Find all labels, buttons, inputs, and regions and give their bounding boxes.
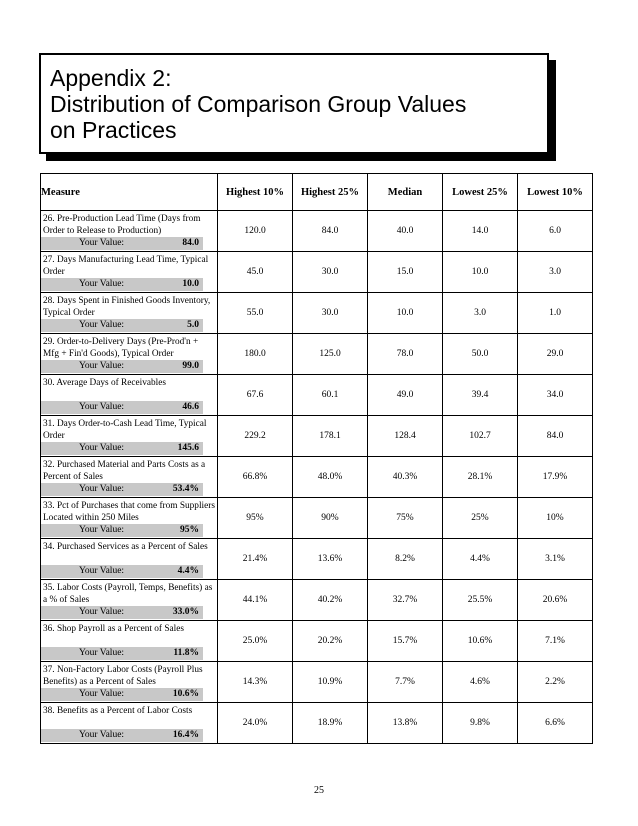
measure-cell [41, 334, 218, 375]
value-cell-h10: 25.0% [218, 621, 293, 662]
value-cell-h25: 30.0 [293, 252, 368, 293]
your-value: 99.0 [182, 361, 199, 371]
table-row [41, 252, 593, 293]
table-row [41, 334, 593, 375]
page-title [50, 65, 466, 143]
measure-label: 27. Days Manufacturing Lead Time, Typical Order [43, 255, 209, 277]
value-cell-median: 15.7% [368, 621, 443, 662]
measure-label: 35. Labor Costs (Payroll, Temps, Benefits) as a % of Sales [43, 583, 213, 605]
measure-label: 34. Purchased Services as a Percent of Sales [43, 542, 208, 552]
table-row [41, 621, 593, 662]
value-cell-median: 128.4 [368, 416, 443, 457]
table-row [41, 703, 593, 744]
your-value-label: Your Value: [79, 238, 125, 248]
value-cell-h10: 55.0 [218, 293, 293, 334]
your-value: 53.4% [172, 484, 199, 494]
value-cell-l25: 50.0 [443, 334, 518, 375]
col-header-measure: Measure [41, 174, 218, 211]
value-cell-l25: 25.5% [443, 580, 518, 621]
value-cell-h25: 10.9% [293, 662, 368, 703]
your-value: 84.0 [182, 238, 199, 248]
value-cell-median: 49.0 [368, 375, 443, 416]
value-cell-l25: 39.4 [443, 375, 518, 416]
your-value-label: Your Value: [79, 730, 125, 740]
col-header-lowest-10: Lowest 10% [518, 174, 593, 211]
value-cell-l25: 25% [443, 498, 518, 539]
col-header-highest-10: Highest 10% [218, 174, 293, 211]
measure-label: 38. Benefits as a Percent of Labor Costs [43, 706, 193, 716]
value-cell-h10: 14.3% [218, 662, 293, 703]
your-value-label: Your Value: [79, 689, 125, 699]
comparison-table [40, 173, 593, 744]
value-cell-l10: 17.9% [518, 457, 593, 498]
value-cell-l10: 84.0 [518, 416, 593, 457]
measure-label: 30. Average Days of Receivables [43, 378, 166, 388]
value-cell-l10: 6.6% [518, 703, 593, 744]
table-row [41, 293, 593, 334]
measure-cell [41, 539, 218, 580]
your-value: 145.6 [177, 443, 199, 453]
value-cell-h25: 178.1 [293, 416, 368, 457]
your-value-label: Your Value: [79, 566, 125, 576]
your-value-label: Your Value: [79, 484, 125, 494]
measure-cell [41, 416, 218, 457]
your-value: 10.0 [182, 279, 199, 289]
measure-label: 31. Days Order-to-Cash Lead Time, Typical Order [43, 419, 207, 441]
measure-label: 32. Purchased Material and Parts Costs as a Percent of Sales [43, 460, 206, 482]
table-row [41, 662, 593, 703]
measure-label: 33. Pct of Purchases that come from Suppliers Located within 250 Miles [43, 501, 215, 523]
col-header-median: Median [368, 174, 443, 211]
your-value: 33.0% [172, 607, 199, 617]
value-cell-median: 15.0 [368, 252, 443, 293]
your-value-label: Your Value: [79, 607, 125, 617]
measure-cell [41, 498, 218, 539]
value-cell-h10: 229.2 [218, 416, 293, 457]
value-cell-h25: 60.1 [293, 375, 368, 416]
header-row [41, 174, 593, 211]
value-cell-median: 40.0 [368, 211, 443, 252]
table-row [41, 457, 593, 498]
value-cell-h25: 125.0 [293, 334, 368, 375]
value-cell-l25: 14.0 [443, 211, 518, 252]
your-value-bar [41, 442, 203, 455]
value-cell-median: 32.7% [368, 580, 443, 621]
title-line-2: Distribution of Comparison Group Values [50, 91, 467, 117]
table-row [41, 498, 593, 539]
measure-cell [41, 621, 218, 662]
your-value-bar [41, 278, 203, 291]
value-cell-l25: 10.0 [443, 252, 518, 293]
your-value-bar [41, 729, 203, 742]
measure-label: 29. Order-to-Delivery Days (Pre-Prod'n + Mfg + Fin'd Goods), Typical Order [43, 337, 199, 359]
your-value-bar [41, 606, 203, 619]
measure-cell [41, 580, 218, 621]
table-row [41, 416, 593, 457]
your-value-bar [41, 360, 203, 373]
measure-label: 28. Days Spent in Finished Goods Inventory, Typical Order [43, 296, 211, 318]
value-cell-h25: 18.9% [293, 703, 368, 744]
value-cell-l25: 4.4% [443, 539, 518, 580]
your-value: 5.0 [187, 320, 199, 330]
value-cell-l25: 9.8% [443, 703, 518, 744]
table-body [41, 211, 593, 744]
value-cell-h25: 40.2% [293, 580, 368, 621]
your-value-label: Your Value: [79, 443, 125, 453]
value-cell-median: 10.0 [368, 293, 443, 334]
value-cell-h25: 30.0 [293, 293, 368, 334]
value-cell-h10: 67.6 [218, 375, 293, 416]
measure-cell [41, 662, 218, 703]
measure-label: 26. Pre-Production Lead Time (Days from Order to Release to Production) [43, 214, 201, 236]
table-row [41, 539, 593, 580]
measure-cell [41, 293, 218, 334]
value-cell-l10: 3.1% [518, 539, 593, 580]
value-cell-median: 78.0 [368, 334, 443, 375]
value-cell-h25: 20.2% [293, 621, 368, 662]
value-cell-h10: 95% [218, 498, 293, 539]
your-value-bar [41, 319, 203, 332]
your-value-bar [41, 524, 203, 537]
value-cell-l10: 3.0 [518, 252, 593, 293]
value-cell-median: 40.3% [368, 457, 443, 498]
table-row [41, 580, 593, 621]
page-number: 25 [314, 785, 324, 796]
value-cell-h10: 45.0 [218, 252, 293, 293]
your-value: 11.8% [173, 648, 199, 658]
title-line-3: on Practices [50, 117, 177, 143]
measure-cell [41, 252, 218, 293]
value-cell-h10: 24.0% [218, 703, 293, 744]
value-cell-l10: 7.1% [518, 621, 593, 662]
value-cell-median: 8.2% [368, 539, 443, 580]
measure-cell [41, 703, 218, 744]
your-value-bar [41, 565, 203, 578]
your-value-label: Your Value: [79, 279, 125, 289]
value-cell-h10: 120.0 [218, 211, 293, 252]
value-cell-l10: 34.0 [518, 375, 593, 416]
your-value-label: Your Value: [79, 648, 125, 658]
measure-cell [41, 211, 218, 252]
your-value-bar [41, 237, 203, 250]
measure-label: 37. Non-Factory Labor Costs (Payroll Plus Benefits) as a Percent of Sales [43, 665, 203, 687]
your-value-bar [41, 483, 203, 496]
measure-label: 36. Shop Payroll as a Percent of Sales [43, 624, 184, 634]
your-value-bar [41, 647, 203, 660]
value-cell-median: 75% [368, 498, 443, 539]
value-cell-l25: 102.7 [443, 416, 518, 457]
value-cell-l10: 2.2% [518, 662, 593, 703]
table-row [41, 211, 593, 252]
your-value: 10.6% [172, 689, 199, 699]
value-cell-l25: 3.0 [443, 293, 518, 334]
your-value: 16.4% [172, 730, 199, 740]
value-cell-l25: 10.6% [443, 621, 518, 662]
your-value-label: Your Value: [79, 361, 125, 371]
your-value: 95% [180, 525, 199, 535]
value-cell-l25: 28.1% [443, 457, 518, 498]
value-cell-l10: 6.0 [518, 211, 593, 252]
your-value-label: Your Value: [79, 525, 125, 535]
value-cell-h10: 44.1% [218, 580, 293, 621]
value-cell-l10: 20.6% [518, 580, 593, 621]
your-value: 4.4% [177, 566, 199, 576]
value-cell-l10: 10% [518, 498, 593, 539]
your-value: 46.6 [182, 402, 199, 412]
value-cell-l10: 1.0 [518, 293, 593, 334]
table-row [41, 375, 593, 416]
measure-cell [41, 457, 218, 498]
value-cell-h25: 48.0% [293, 457, 368, 498]
col-header-highest-25: Highest 25% [293, 174, 368, 211]
value-cell-h10: 180.0 [218, 334, 293, 375]
measure-cell [41, 375, 218, 416]
title-line-1: Appendix 2: [50, 65, 172, 91]
your-value-bar [41, 688, 203, 701]
value-cell-median: 13.8% [368, 703, 443, 744]
your-value-label: Your Value: [79, 402, 125, 412]
value-cell-h10: 21.4% [218, 539, 293, 580]
title-box [39, 53, 549, 154]
your-value-label: Your Value: [79, 320, 125, 330]
value-cell-median: 7.7% [368, 662, 443, 703]
your-value-bar [41, 401, 203, 414]
value-cell-l25: 4.6% [443, 662, 518, 703]
value-cell-h25: 84.0 [293, 211, 368, 252]
col-header-lowest-25: Lowest 25% [443, 174, 518, 211]
value-cell-h10: 66.8% [218, 457, 293, 498]
value-cell-h25: 13.6% [293, 539, 368, 580]
value-cell-h25: 90% [293, 498, 368, 539]
value-cell-l10: 29.0 [518, 334, 593, 375]
